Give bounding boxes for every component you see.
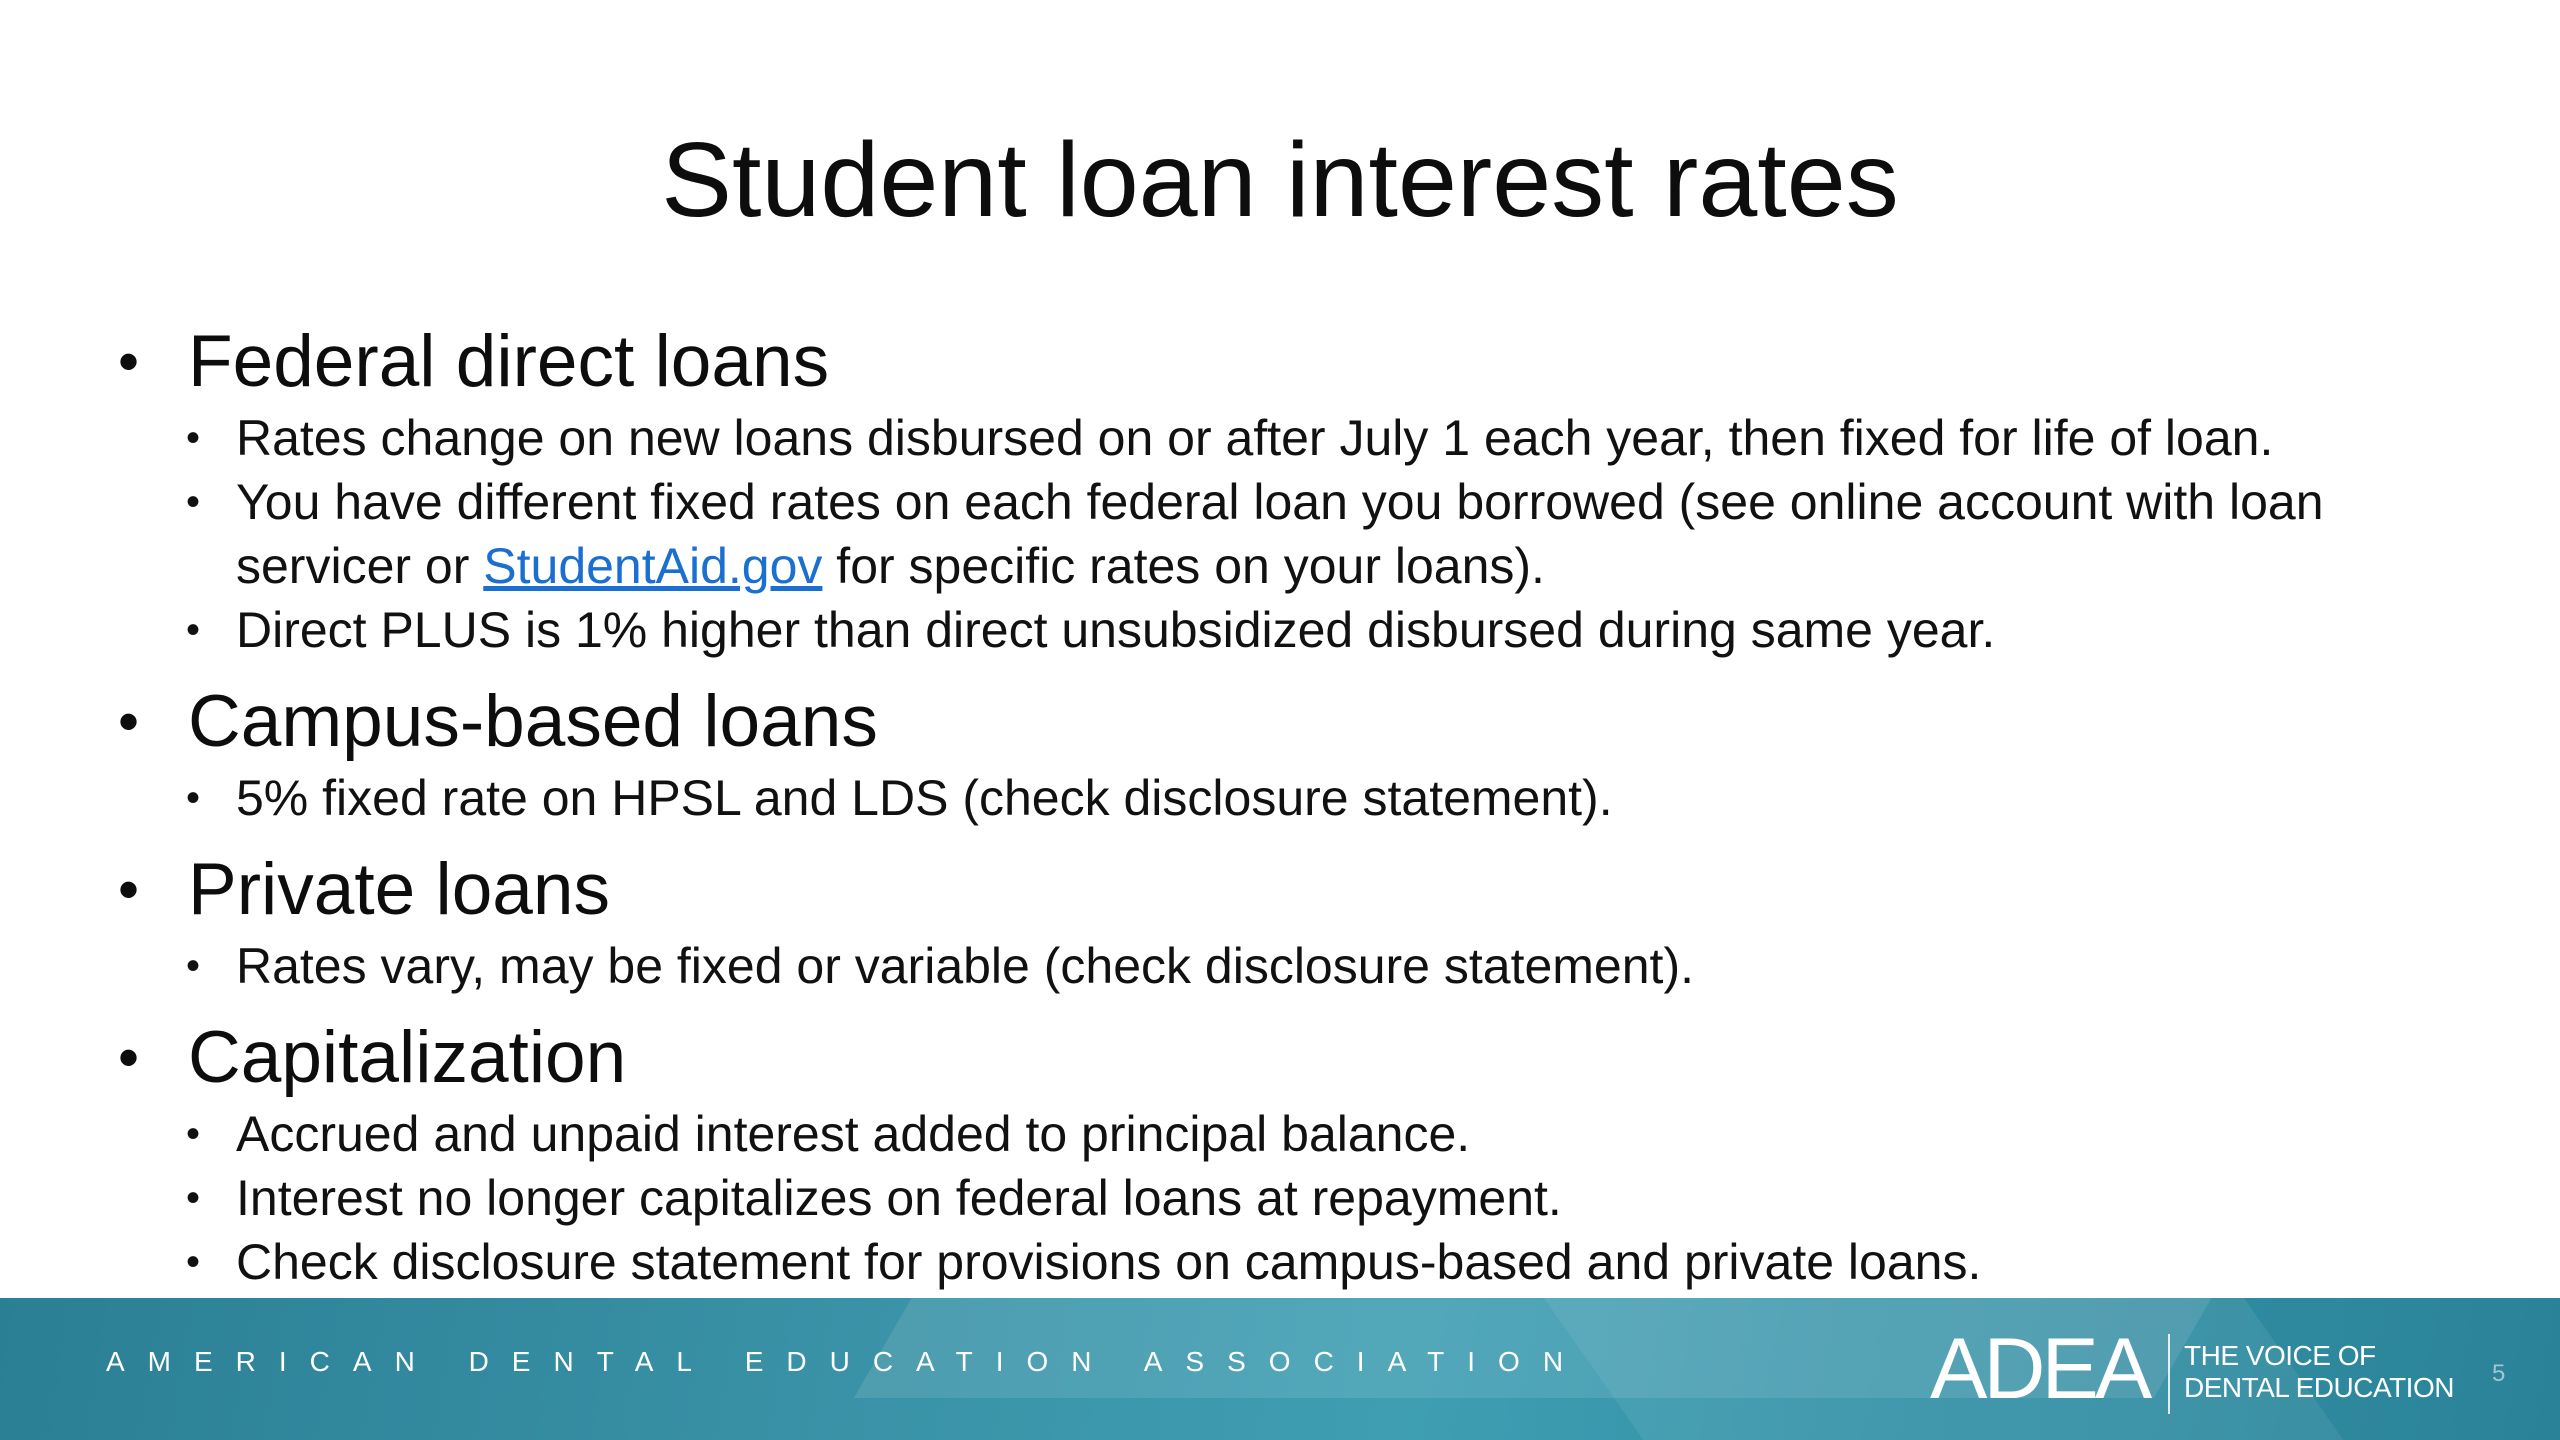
footer-band xyxy=(0,1298,2560,1440)
bullet-icon: • xyxy=(186,416,201,460)
section-campus-based-loans xyxy=(118,678,2448,830)
bullet-icon: • xyxy=(186,944,201,988)
sub-bullet-text: Direct PLUS is 1% higher than direct unsubsidized disbursed during same year. xyxy=(236,602,1996,658)
adea-logo: ADEA xyxy=(1930,1321,2149,1417)
slide-title: Student loan interest rates xyxy=(661,121,1899,239)
organization-name: AMERICAN DENTAL EDUCATION ASSOCIATION xyxy=(106,1346,1587,1377)
sub-bullet xyxy=(118,406,2448,470)
logo-tagline xyxy=(2184,1340,2454,1404)
sub-bullet-list xyxy=(118,1102,2448,1294)
sub-bullet-text: Interest no longer capitalizes on federal loans at repayment. xyxy=(236,1170,1562,1226)
bullet-heading-text: Campus-based loans xyxy=(188,681,878,762)
section-federal-direct-loans xyxy=(118,318,2448,662)
section-capitalization xyxy=(118,1014,2448,1294)
bullet-icon: • xyxy=(118,688,140,755)
bullet-heading-text: Federal direct loans xyxy=(188,321,830,402)
studentaid-link[interactable]: StudentAid.gov xyxy=(483,538,823,594)
sub-bullet xyxy=(118,766,2448,830)
sub-bullet-text: 5% fixed rate on HPSL and LDS (check disclosure statement). xyxy=(236,770,1613,826)
bullet-icon: • xyxy=(186,776,201,820)
slide-content xyxy=(118,318,2448,1310)
sub-bullet-text: Rates vary, may be fixed or variable (check disclosure statement). xyxy=(236,938,1694,994)
sub-bullet xyxy=(118,1230,2448,1294)
bullet-heading xyxy=(118,1014,2448,1102)
bullet-heading-text: Private loans xyxy=(188,849,610,930)
sub-bullet-list xyxy=(118,766,2448,830)
bullet-heading xyxy=(118,678,2448,766)
sub-bullet-text: Check disclosure statement for provisions on campus-based and private loans. xyxy=(236,1234,1982,1290)
section-private-loans xyxy=(118,846,2448,998)
logo-divider xyxy=(2168,1334,2170,1414)
bullet-icon: • xyxy=(186,1176,201,1220)
sub-bullet-text: You have different fixed rates on each federal loan you borrowed (see online account with loan servicer or xyxy=(236,474,2324,594)
sub-bullet-text: Accrued and unpaid interest added to principal balance. xyxy=(236,1106,1471,1162)
tagline-line: THE VOICE OF xyxy=(2184,1340,2376,1371)
bullet-heading xyxy=(118,318,2448,406)
bullet-icon: • xyxy=(118,1024,140,1091)
bullet-heading-text: Capitalization xyxy=(188,1017,627,1098)
sub-bullet-list xyxy=(118,934,2448,998)
sub-bullet xyxy=(118,598,2448,662)
sub-bullet xyxy=(118,1166,2448,1230)
bullet-icon: • xyxy=(118,856,140,923)
bullet-icon: • xyxy=(118,328,140,395)
bullet-icon: • xyxy=(186,608,201,652)
page-number: 5 xyxy=(2492,1360,2506,1387)
sub-bullet-text: for specific rates on your loans). xyxy=(822,538,1545,594)
bullet-icon: • xyxy=(186,1240,201,1284)
sub-bullet xyxy=(118,934,2448,998)
bullet-icon: • xyxy=(186,480,201,524)
bullet-icon: • xyxy=(186,1112,201,1156)
sub-bullet-text: Rates change on new loans disbursed on or after July 1 each year, then fixed for life of loan. xyxy=(236,410,2274,466)
bullet-heading xyxy=(118,846,2448,934)
sub-bullet-list xyxy=(118,406,2448,662)
sub-bullet xyxy=(118,470,2448,598)
tagline-line: DENTAL EDUCATION xyxy=(2184,1372,2454,1403)
sub-bullet xyxy=(118,1102,2448,1166)
